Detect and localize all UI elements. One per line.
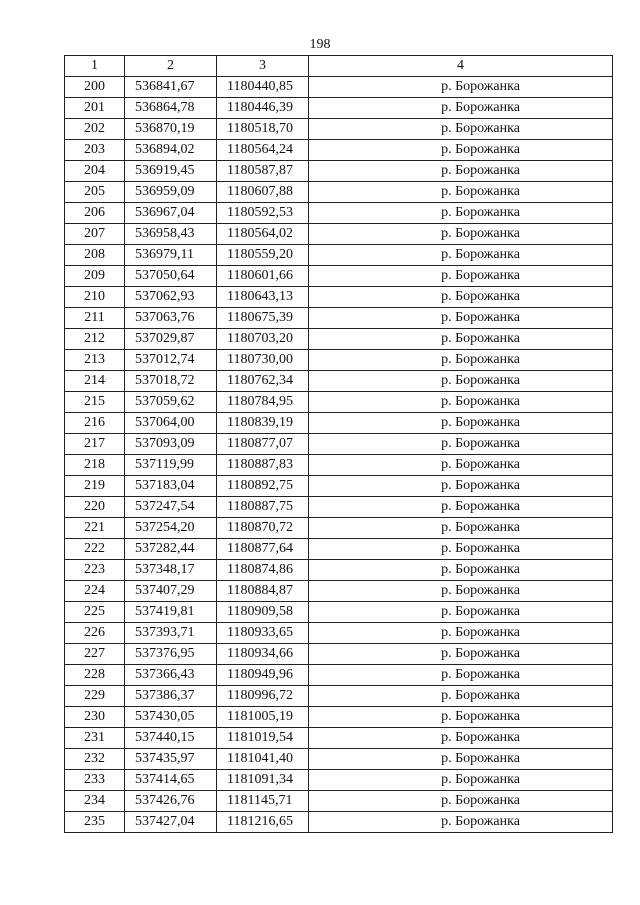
point-number-cell: 220 (65, 497, 125, 518)
page-number: 198 (309, 37, 331, 52)
description-cell: р. Борожанка (309, 308, 613, 329)
x-coordinate-cell: 537386,37 (125, 686, 217, 707)
table-body (65, 77, 613, 833)
table-row (65, 602, 613, 623)
y-coordinate-cell: 1181019,54 (217, 728, 309, 749)
table-header (65, 56, 613, 77)
table-row (65, 287, 613, 308)
point-number-cell: 216 (65, 413, 125, 434)
point-number-cell: 223 (65, 560, 125, 581)
table-row (65, 644, 613, 665)
x-coordinate-cell: 536864,78 (125, 98, 217, 119)
x-coordinate-cell: 537059,62 (125, 392, 217, 413)
x-coordinate-cell: 537426,76 (125, 791, 217, 812)
table-row (65, 224, 613, 245)
description-cell: р. Борожанка (309, 161, 613, 182)
description-cell: р. Борожанка (309, 476, 613, 497)
point-number-cell: 207 (65, 224, 125, 245)
x-coordinate-cell: 537018,72 (125, 371, 217, 392)
table-row (65, 749, 613, 770)
table-row (65, 350, 613, 371)
description-cell: р. Борожанка (309, 770, 613, 791)
y-coordinate-cell: 1180440,85 (217, 77, 309, 98)
y-coordinate-cell: 1180703,20 (217, 329, 309, 350)
point-number-cell: 235 (65, 812, 125, 833)
point-number-cell: 212 (65, 329, 125, 350)
point-number-cell: 201 (65, 98, 125, 119)
point-number-cell: 225 (65, 602, 125, 623)
point-number-cell: 218 (65, 455, 125, 476)
x-coordinate-cell: 536919,45 (125, 161, 217, 182)
point-number-cell: 230 (65, 707, 125, 728)
table-row (65, 728, 613, 749)
point-number-cell: 234 (65, 791, 125, 812)
description-cell: р. Борожанка (309, 707, 613, 728)
x-coordinate-cell: 537050,64 (125, 266, 217, 287)
coordinates-table (64, 55, 613, 833)
point-number-cell: 210 (65, 287, 125, 308)
y-coordinate-cell: 1180877,07 (217, 434, 309, 455)
x-coordinate-cell: 537012,74 (125, 350, 217, 371)
x-coordinate-cell: 537427,04 (125, 812, 217, 833)
point-number-cell: 219 (65, 476, 125, 497)
y-coordinate-cell: 1180446,39 (217, 98, 309, 119)
x-coordinate-cell: 537366,43 (125, 665, 217, 686)
y-coordinate-cell: 1180643,13 (217, 287, 309, 308)
y-coordinate-cell: 1180587,87 (217, 161, 309, 182)
y-coordinate-cell: 1181091,34 (217, 770, 309, 791)
description-cell: р. Борожанка (309, 644, 613, 665)
x-coordinate-cell: 537440,15 (125, 728, 217, 749)
description-cell: р. Борожанка (309, 686, 613, 707)
description-cell: р. Борожанка (309, 665, 613, 686)
point-number-cell: 221 (65, 518, 125, 539)
x-coordinate-cell: 536967,04 (125, 203, 217, 224)
y-coordinate-cell: 1180675,39 (217, 308, 309, 329)
x-coordinate-cell: 537093,09 (125, 434, 217, 455)
point-number-cell: 231 (65, 728, 125, 749)
point-number-cell: 209 (65, 266, 125, 287)
header-cell-4: 4 (309, 56, 613, 77)
description-cell: р. Борожанка (309, 329, 613, 350)
y-coordinate-cell: 1180564,02 (217, 224, 309, 245)
y-coordinate-cell: 1180887,75 (217, 497, 309, 518)
x-coordinate-cell: 537407,29 (125, 581, 217, 602)
x-coordinate-cell: 537282,44 (125, 539, 217, 560)
description-cell: р. Борожанка (309, 497, 613, 518)
description-cell: р. Борожанка (309, 539, 613, 560)
x-coordinate-cell: 537119,99 (125, 455, 217, 476)
table-row (65, 497, 613, 518)
x-coordinate-cell: 536894,02 (125, 140, 217, 161)
description-cell: р. Борожанка (309, 182, 613, 203)
table-row (65, 245, 613, 266)
table-row (65, 455, 613, 476)
table-row (65, 140, 613, 161)
x-coordinate-cell: 537247,54 (125, 497, 217, 518)
point-number-cell: 206 (65, 203, 125, 224)
table-row (65, 371, 613, 392)
point-number-cell: 211 (65, 308, 125, 329)
table-row (65, 686, 613, 707)
x-coordinate-cell: 537430,05 (125, 707, 217, 728)
x-coordinate-cell: 536959,09 (125, 182, 217, 203)
y-coordinate-cell: 1180870,72 (217, 518, 309, 539)
table-row (65, 791, 613, 812)
description-cell: р. Борожанка (309, 749, 613, 770)
point-number-cell: 202 (65, 119, 125, 140)
point-number-cell: 233 (65, 770, 125, 791)
x-coordinate-cell: 537348,17 (125, 560, 217, 581)
description-cell: р. Борожанка (309, 581, 613, 602)
y-coordinate-cell: 1180877,64 (217, 539, 309, 560)
description-cell: р. Борожанка (309, 812, 613, 833)
y-coordinate-cell: 1180592,53 (217, 203, 309, 224)
point-number-cell: 213 (65, 350, 125, 371)
point-number-cell: 200 (65, 77, 125, 98)
point-number-cell: 228 (65, 665, 125, 686)
table-row (65, 77, 613, 98)
table-row (65, 623, 613, 644)
x-coordinate-cell: 537419,81 (125, 602, 217, 623)
y-coordinate-cell: 1180518,70 (217, 119, 309, 140)
x-coordinate-cell: 537029,87 (125, 329, 217, 350)
y-coordinate-cell: 1181041,40 (217, 749, 309, 770)
y-coordinate-cell: 1180762,34 (217, 371, 309, 392)
description-cell: р. Борожанка (309, 245, 613, 266)
table-row (65, 329, 613, 350)
point-number-cell: 214 (65, 371, 125, 392)
table-row (65, 518, 613, 539)
table-row (65, 203, 613, 224)
point-number-cell: 205 (65, 182, 125, 203)
table-row (65, 581, 613, 602)
y-coordinate-cell: 1180839,19 (217, 413, 309, 434)
x-coordinate-cell: 537376,95 (125, 644, 217, 665)
x-coordinate-cell: 537183,04 (125, 476, 217, 497)
table-row (65, 266, 613, 287)
description-cell: р. Борожанка (309, 119, 613, 140)
table-row (65, 560, 613, 581)
y-coordinate-cell: 1180934,66 (217, 644, 309, 665)
table-row (65, 476, 613, 497)
point-number-cell: 203 (65, 140, 125, 161)
table-row (65, 161, 613, 182)
point-number-cell: 217 (65, 434, 125, 455)
point-number-cell: 229 (65, 686, 125, 707)
header-cell-2: 2 (125, 56, 217, 77)
header-cell-3: 3 (217, 56, 309, 77)
description-cell: р. Борожанка (309, 77, 613, 98)
description-cell: р. Борожанка (309, 560, 613, 581)
description-cell: р. Борожанка (309, 371, 613, 392)
y-coordinate-cell: 1181005,19 (217, 707, 309, 728)
y-coordinate-cell: 1180949,96 (217, 665, 309, 686)
table-row (65, 392, 613, 413)
description-cell: р. Борожанка (309, 518, 613, 539)
description-cell: р. Борожанка (309, 455, 613, 476)
description-cell: р. Борожанка (309, 413, 613, 434)
y-coordinate-cell: 1180564,24 (217, 140, 309, 161)
table-row (65, 665, 613, 686)
y-coordinate-cell: 1180607,88 (217, 182, 309, 203)
description-cell: р. Борожанка (309, 224, 613, 245)
table-row (65, 539, 613, 560)
table-row (65, 98, 613, 119)
y-coordinate-cell: 1180996,72 (217, 686, 309, 707)
y-coordinate-cell: 1181216,65 (217, 812, 309, 833)
point-number-cell: 227 (65, 644, 125, 665)
x-coordinate-cell: 536870,19 (125, 119, 217, 140)
x-coordinate-cell: 537435,97 (125, 749, 217, 770)
description-cell: р. Борожанка (309, 266, 613, 287)
table-row (65, 308, 613, 329)
y-coordinate-cell: 1180892,75 (217, 476, 309, 497)
table-row (65, 119, 613, 140)
point-number-cell: 222 (65, 539, 125, 560)
point-number-cell: 215 (65, 392, 125, 413)
description-cell: р. Борожанка (309, 623, 613, 644)
x-coordinate-cell: 537393,71 (125, 623, 217, 644)
point-number-cell: 208 (65, 245, 125, 266)
table-row (65, 182, 613, 203)
point-number-cell: 232 (65, 749, 125, 770)
description-cell: р. Борожанка (309, 434, 613, 455)
description-cell: р. Борожанка (309, 392, 613, 413)
description-cell: р. Борожанка (309, 602, 613, 623)
y-coordinate-cell: 1180874,86 (217, 560, 309, 581)
table-row (65, 434, 613, 455)
description-cell: р. Борожанка (309, 140, 613, 161)
description-cell: р. Борожанка (309, 287, 613, 308)
x-coordinate-cell: 537062,93 (125, 287, 217, 308)
x-coordinate-cell: 536841,67 (125, 77, 217, 98)
description-cell: р. Борожанка (309, 791, 613, 812)
y-coordinate-cell: 1180784,95 (217, 392, 309, 413)
y-coordinate-cell: 1180909,58 (217, 602, 309, 623)
x-coordinate-cell: 536958,43 (125, 224, 217, 245)
header-cell-1: 1 (65, 56, 125, 77)
y-coordinate-cell: 1180559,20 (217, 245, 309, 266)
point-number-cell: 204 (65, 161, 125, 182)
description-cell: р. Борожанка (309, 98, 613, 119)
header-row (65, 56, 613, 77)
y-coordinate-cell: 1180933,65 (217, 623, 309, 644)
x-coordinate-cell: 537063,76 (125, 308, 217, 329)
description-cell: р. Борожанка (309, 203, 613, 224)
point-number-cell: 224 (65, 581, 125, 602)
table-row (65, 812, 613, 833)
description-cell: р. Борожанка (309, 728, 613, 749)
description-cell: р. Борожанка (309, 350, 613, 371)
x-coordinate-cell: 537064,00 (125, 413, 217, 434)
table-row (65, 707, 613, 728)
y-coordinate-cell: 1181145,71 (217, 791, 309, 812)
table-row (65, 770, 613, 791)
x-coordinate-cell: 537254,20 (125, 518, 217, 539)
table-row (65, 413, 613, 434)
point-number-cell: 226 (65, 623, 125, 644)
x-coordinate-cell: 537414,65 (125, 770, 217, 791)
y-coordinate-cell: 1180887,83 (217, 455, 309, 476)
y-coordinate-cell: 1180730,00 (217, 350, 309, 371)
y-coordinate-cell: 1180601,66 (217, 266, 309, 287)
x-coordinate-cell: 536979,11 (125, 245, 217, 266)
y-coordinate-cell: 1180884,87 (217, 581, 309, 602)
